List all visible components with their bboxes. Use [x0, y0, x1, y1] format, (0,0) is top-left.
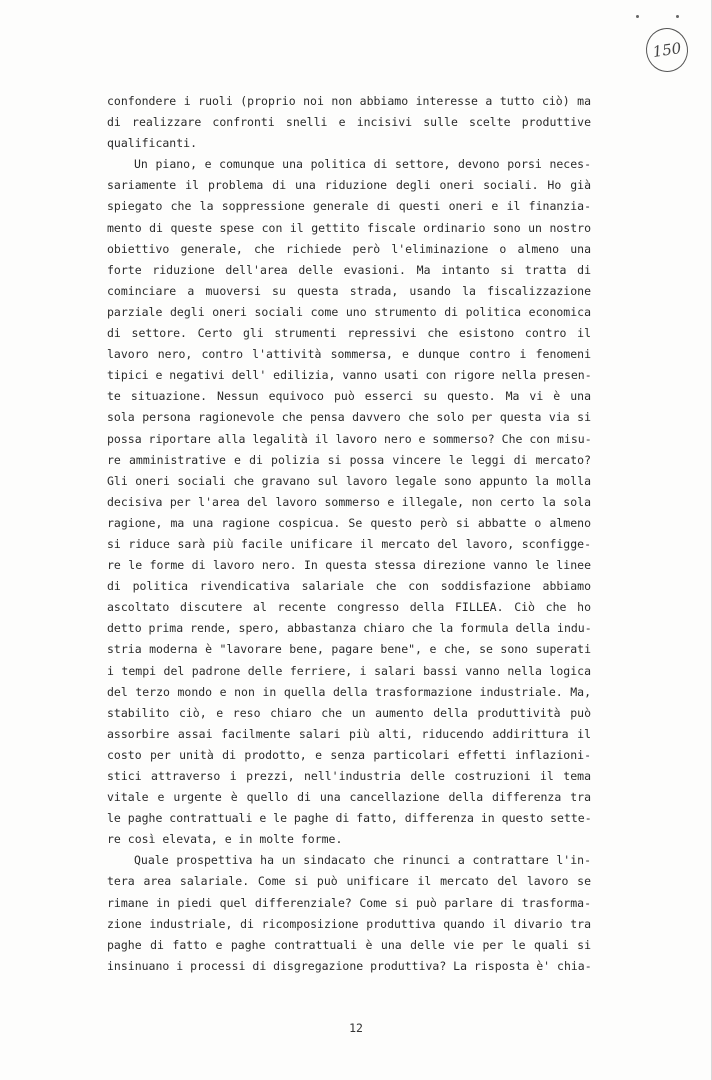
- text-line: qualificanti.: [107, 136, 198, 151]
- text-line: stici attraverso i prezzi, nell'industria delle costruzioni il tema: [107, 769, 591, 783]
- text-line: parziale degli oneri sociali come uno strumento di politica economica: [107, 304, 591, 319]
- text-line: Gli oneri sociali che gravano sul lavoro legale sono appunto la molla: [107, 473, 591, 488]
- text-line: sola persona ragionevole che pensa davvero che solo per questa via si: [107, 410, 591, 425]
- text-line: stria moderna è "lavorare bene, pagare bene", e che, se sono superati: [107, 642, 591, 657]
- text-line: si riduce sarà più facile unificare il mercato del lavoro, sconfigge-: [107, 536, 591, 551]
- text-line: re così elevata, e in molte forme.: [107, 832, 343, 847]
- text-line: assorbire assai facilmente salari più alti, riducendo addirittura il: [107, 726, 591, 741]
- text-line: sariamente il problema di una riduzione degli oneri sociali. Ho già: [107, 178, 591, 193]
- text-line: Un piano, e comunque una politica di settore, devono porsi neces-: [134, 157, 591, 172]
- page-stamp-number: 150: [651, 39, 683, 61]
- text-line: stabilito ciò, e reso chiaro che un aumento della produttività può: [107, 705, 591, 720]
- text-line: tipici e negativi dell' edilizia, vanno usati con rigore nella presen-: [107, 368, 592, 383]
- text-line: di settore. Certo gli strumenti repressivi che esistono contro il: [107, 326, 591, 341]
- scan-mark: [676, 15, 679, 18]
- text-line: te situazione. Nessun equivoco può esserci su questo. Ma vi è una: [107, 389, 591, 404]
- text-line: ascoltato discutere al recente congresso della FILLEA. Ciò che ho: [107, 600, 591, 615]
- text-line: ragione, ma una ragione cospicua. Se questo però si abbatte o almeno: [107, 515, 591, 530]
- text-line: del terzo mondo e non in quella della trasformazione industriale. Ma,: [107, 684, 591, 699]
- body-text: [107, 91, 591, 977]
- text-line: paghe di fatto e paghe contrattuali è una delle vie per le quali si: [107, 937, 591, 952]
- text-line: di realizzare confronti snelli e incisivi sulle scelte produttive: [107, 115, 591, 130]
- text-line: vitale e urgente è quello di una cancellazione della differenza tra: [107, 790, 591, 805]
- text-line: confondere i ruoli (proprio noi non abbiamo interesse a tutto ciò) ma: [107, 94, 591, 108]
- text-line: tera area salariale. Come si può unificare il mercato del lavoro se: [107, 874, 591, 889]
- text-line: insinuano i processi di disgregazione produttiva? La risposta è' chia-: [107, 958, 592, 973]
- text-line: zione industriale, di ricomposizione produttiva quando il divario tra: [107, 916, 591, 931]
- text-line: possa riportare alla legalità il lavoro nero e sommerso? Che con misu-: [107, 431, 592, 446]
- scan-mark: [636, 15, 639, 18]
- text-line: spiegato che la soppressione generale di questi oneri e il finanzia-: [107, 199, 591, 214]
- text-line: obiettivo generale, che richiede però l'eliminazione o almeno una: [107, 241, 591, 256]
- text-line: lavoro nero, contro l'attività sommersa, e dunque contro i fenomeni: [107, 347, 591, 362]
- text-line: Quale prospettiva ha un sindacato che rinunci a contrattare l'in-: [134, 853, 591, 868]
- text-line: le paghe contrattuali e le paghe di fatto, differenza in questo sette-: [107, 811, 592, 826]
- page-stamp: [643, 25, 691, 74]
- text-line: decisiva per l'area del lavoro sommerso e illegale, non certo la sola: [107, 494, 591, 509]
- text-line: forte riduzione dell'area delle evasioni. Ma intanto si tratta di: [107, 262, 591, 277]
- text-line: detto prima rende, spero, abbastanza chiaro che la formula della indu-: [107, 621, 592, 636]
- text-line: i tempi del padrone delle ferriere, i salari bassi vanno nella logica: [107, 663, 591, 678]
- page-number: 12: [349, 1021, 363, 1035]
- text-line: cominciare a muoversi su questa strada, usando la fiscalizzazione: [107, 283, 591, 298]
- text-line: di politica rivendicativa salariale che con soddisfazione abbiamo: [107, 579, 591, 594]
- text-line: re amministrative e di polizia si possa vincere le leggi di mercato?: [107, 452, 591, 467]
- text-line: rimane in piedi quel differenziale? Come si può parlare di trasforma-: [107, 895, 591, 910]
- text-line: mento di queste spese con il gettito fiscale ordinario sono un nostro: [107, 220, 591, 235]
- text-line: re le forme di lavoro nero. In questa stessa direzione vanno le linee: [107, 558, 591, 573]
- text-line: costo per unità di prodotto, e senza particolari effetti inflazioni-: [107, 747, 591, 762]
